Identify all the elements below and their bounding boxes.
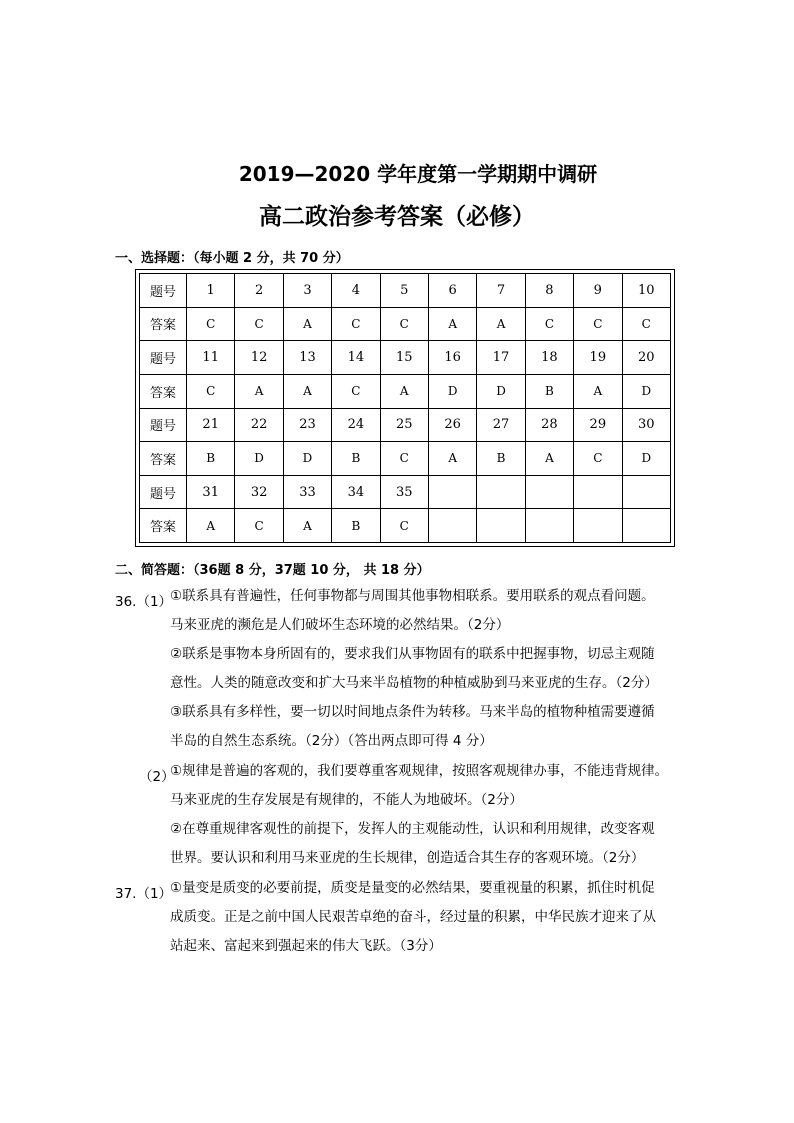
answer-cell: C — [574, 307, 622, 341]
answer-cell — [574, 509, 622, 543]
answer-cell — [622, 509, 670, 543]
question-number-cell: 4 — [332, 274, 380, 308]
q36-part1-answer — [170, 582, 658, 756]
question-number-cell: 14 — [332, 341, 380, 375]
answer-cell: A — [428, 307, 476, 341]
question-number-cell: 17 — [477, 341, 525, 375]
question-number-cell: 5 — [380, 274, 428, 308]
question-number-row — [140, 274, 671, 308]
question-number-cell: 21 — [187, 408, 235, 442]
question-number-cell: 27 — [477, 408, 525, 442]
answer-cell: B — [525, 374, 573, 408]
answer-cell: A — [574, 374, 622, 408]
answer-cell: B — [187, 442, 235, 476]
document-subtitle: 高二政治参考答案（必修） — [259, 204, 535, 230]
question-number-cell: 30 — [622, 408, 670, 442]
section-heading-choice: 一、选择题：（每小题 2 分，共 70 分） — [115, 251, 349, 266]
answer-cell: C — [574, 442, 622, 476]
answer-line: 站起来、富起来到强起来的伟大飞跃。（3分） — [170, 938, 442, 954]
question-number-label: 题号 — [140, 475, 187, 509]
question-number-cell: 7 — [477, 274, 525, 308]
answer-cell: C — [187, 307, 235, 341]
question-number-row — [140, 341, 671, 375]
q36-part2-label: （2） — [139, 769, 175, 785]
answer-label: 答案 — [140, 307, 187, 341]
section-heading-short-answer: 二、简答题：（36题 8 分，37题 10 分， 共 18 分） — [115, 563, 430, 578]
question-number-cell: 16 — [428, 341, 476, 375]
answer-cell: C — [380, 442, 428, 476]
question-number-cell: 1 — [187, 274, 235, 308]
question-number-cell: 24 — [332, 408, 380, 442]
question-number-cell: 33 — [283, 475, 331, 509]
answer-line: 世界。要认识和利用马来亚虎的生长规律，创造适合其生存的客观环境。（2分） — [170, 850, 645, 866]
answer-cell: C — [380, 307, 428, 341]
answer-line: ①联系具有普遍性，任何事物都与周围其他事物相联系。要用联系的观点看问题。 — [170, 588, 655, 604]
question-number-label: 题号 — [140, 408, 187, 442]
answer-line: ①量变是质变的必要前提，质变是量变的必然结果，要重视量的积累，抓住时机促 — [170, 880, 655, 896]
answer-cell: D — [428, 374, 476, 408]
answer-cell: B — [332, 509, 380, 543]
answer-cell: C — [235, 509, 283, 543]
answer-label: 答案 — [140, 442, 187, 476]
answer-line: ②联系是事物本身所固有的，要求我们从事物固有的联系中把握事物，切忌主观随 — [170, 646, 655, 662]
answer-cell: C — [332, 307, 380, 341]
answer-cell: A — [187, 509, 235, 543]
question-number-cell: 22 — [235, 408, 283, 442]
q36-part2-answer — [170, 757, 668, 873]
question-number-label: 题号 — [140, 274, 187, 308]
answer-cell: A — [283, 374, 331, 408]
question-number-cell — [428, 475, 476, 509]
answer-cell: A — [283, 307, 331, 341]
answer-cell: C — [622, 307, 670, 341]
answer-row — [140, 374, 671, 408]
question-number-cell: 32 — [235, 475, 283, 509]
answer-row — [140, 509, 671, 543]
answer-cell — [477, 509, 525, 543]
answer-cell: C — [332, 374, 380, 408]
answer-line: 马来亚虎的濒危是人们破坏生态环境的必然结果。（2分） — [170, 617, 510, 633]
answer-cell: D — [283, 442, 331, 476]
answer-cell: A — [477, 307, 525, 341]
question-number-label: 题号 — [140, 341, 187, 375]
question-number-cell: 9 — [574, 274, 622, 308]
question-number-cell: 18 — [525, 341, 573, 375]
answer-cell: C — [380, 509, 428, 543]
question-number-cell: 25 — [380, 408, 428, 442]
answer-cell: A — [283, 509, 331, 543]
question-number-cell: 23 — [283, 408, 331, 442]
question-number-cell: 15 — [380, 341, 428, 375]
question-number-cell: 19 — [574, 341, 622, 375]
question-number-cell: 35 — [380, 475, 428, 509]
answer-cell: D — [622, 374, 670, 408]
answer-line: 马来亚虎的生存发展是有规律的，不能人为地破坏。（2分） — [170, 792, 523, 808]
answer-cell: B — [477, 442, 525, 476]
question-number-cell: 31 — [187, 475, 235, 509]
q37-part1-label: 37.（1） — [115, 886, 173, 902]
q37-part1-answer — [170, 874, 656, 961]
answer-line: ②在尊重规律客观性的前提下，发挥人的主观能动性，认识和利用规律，改变客观 — [170, 821, 655, 837]
question-number-cell — [622, 475, 670, 509]
answer-row — [140, 307, 671, 341]
answer-cell: A — [428, 442, 476, 476]
answer-line: 半岛的自然生态系统。（2分）（答出两点即可得 4 分） — [170, 733, 493, 749]
question-number-cell: 10 — [622, 274, 670, 308]
question-number-cell — [574, 475, 622, 509]
question-number-cell: 28 — [525, 408, 573, 442]
answer-cell: C — [235, 307, 283, 341]
answer-cell: C — [187, 374, 235, 408]
answer-table-frame — [135, 269, 675, 547]
answer-line: 成质变。正是之前中国人民艰苦卓绝的奋斗，经过量的积累，中华民族才迎来了从 — [170, 909, 656, 925]
answer-label: 答案 — [140, 509, 187, 543]
answer-cell: A — [525, 442, 573, 476]
answer-row — [140, 442, 671, 476]
answer-cell: D — [235, 442, 283, 476]
question-number-cell: 2 — [235, 274, 283, 308]
answer-cell: A — [380, 374, 428, 408]
question-number-cell: 11 — [187, 341, 235, 375]
question-number-cell: 26 — [428, 408, 476, 442]
answer-line: 意性。人类的随意改变和扩大马来半岛植物的种植威胁到马来亚虎的生存。（2分） — [170, 675, 658, 691]
answer-line: ③联系具有多样性，要一切以时间地点条件为转移。马来半岛的植物种植需要遵循 — [170, 704, 655, 720]
question-number-cell: 8 — [525, 274, 573, 308]
question-number-cell: 20 — [622, 341, 670, 375]
document-title: 2019—2020 学年度第一学期期中调研 — [238, 162, 598, 186]
question-number-cell: 3 — [283, 274, 331, 308]
answer-label: 答案 — [140, 374, 187, 408]
answer-table — [139, 273, 671, 543]
answer-cell: D — [622, 442, 670, 476]
answer-cell: B — [332, 442, 380, 476]
answer-cell — [525, 509, 573, 543]
answer-cell: C — [525, 307, 573, 341]
question-number-cell: 13 — [283, 341, 331, 375]
question-number-cell — [477, 475, 525, 509]
answer-line: ①规律是普遍的客观的，我们要尊重客观规律，按照客观规律办事，不能违背规律。 — [170, 763, 669, 779]
answer-cell: A — [235, 374, 283, 408]
question-number-cell: 12 — [235, 341, 283, 375]
question-number-cell — [525, 475, 573, 509]
q36-part1-label: 36.（1） — [115, 594, 173, 610]
question-number-cell: 6 — [428, 274, 476, 308]
question-number-row — [140, 475, 671, 509]
question-number-row — [140, 408, 671, 442]
question-number-cell: 29 — [574, 408, 622, 442]
answer-cell — [428, 509, 476, 543]
answer-cell: D — [477, 374, 525, 408]
question-number-cell: 34 — [332, 475, 380, 509]
